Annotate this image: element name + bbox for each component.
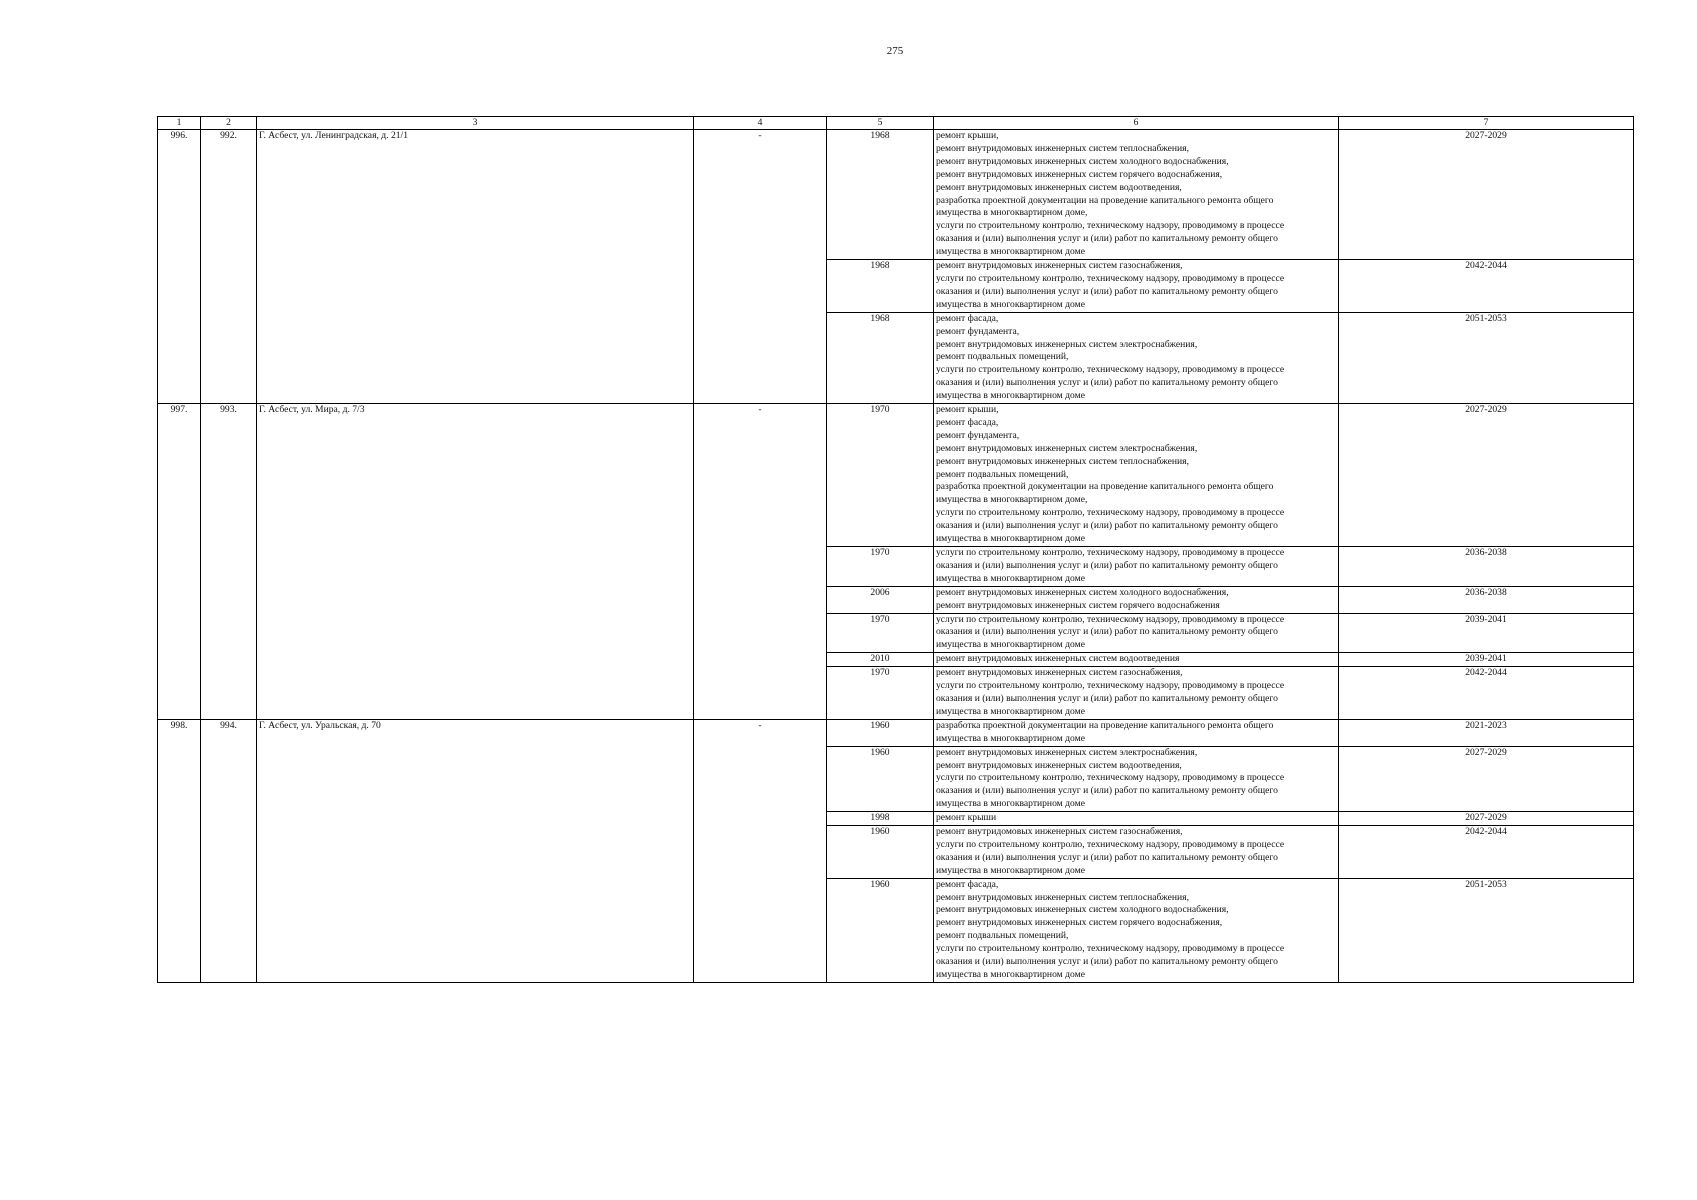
- repair-period: 2042-2044: [1339, 667, 1634, 720]
- table-row: [158, 404, 1634, 547]
- table-body: [158, 130, 1634, 983]
- repair-works: ремонт внутридомовых инженерных систем водоотведения: [934, 653, 1339, 667]
- repair-works: ремонт крыши: [934, 812, 1339, 826]
- record-address: Г. Асбест, ул. Уральская, д. 70: [257, 719, 694, 982]
- repair-works: ремонт внутридомовых инженерных систем электроснабжения, ремонт внутридомовых инженерных систем водоотведения, услуги по строительному контролю, техническому надзору, проводимому в процессе оказания и (или) выполнения услуг и (или) работ по капитальному ремонту общего имущества в многоквартирном доме: [934, 746, 1339, 812]
- record-address: Г. Асбест, ул. Мира, д. 7/3: [257, 404, 694, 720]
- build-year: 1968: [827, 130, 934, 260]
- table-row: [158, 130, 1634, 260]
- build-year: 1960: [827, 719, 934, 746]
- repair-period: 2042-2044: [1339, 826, 1634, 879]
- capital-repair-table: [157, 116, 1634, 983]
- column-header-4: 4: [694, 117, 827, 130]
- build-year: 1970: [827, 613, 934, 653]
- record-id: 994.: [201, 719, 257, 982]
- header-row: [158, 117, 1634, 130]
- column-header-2: 2: [201, 117, 257, 130]
- record-number: 997.: [158, 404, 201, 720]
- repair-works: ремонт внутридомовых инженерных систем газоснабжения, услуги по строительному контролю, техническому надзору, проводимому в процессе оказания и (или) выполнения услуг и (или) работ по капитальному ремонту общего имущества в многоквартирном доме: [934, 260, 1339, 313]
- record-col4: -: [694, 719, 827, 982]
- repair-works: услуги по строительному контролю, техническому надзору, проводимому в процессе оказания и (или) выполнения услуг и (или) работ по капитальному ремонту общего имущества в многоквартирном доме: [934, 613, 1339, 653]
- repair-works: ремонт крыши, ремонт внутридомовых инженерных систем теплоснабжения, ремонт внутридомовых инженерных систем холодного водоснабжения, ремонт внутридомовых инженерных систем горячего водоснабжения, ремонт внутридомовых инженерных систем водоотведения, разработка проектной документации на проведение капитального ремонта общего имущества в многоквартирном доме, услуги по строительному контролю, техническому надзору, проводимому в процессе оказания и (или) выполнения услуг и (или) работ по капитальному ремонту общего имущества в многоквартирном доме: [934, 130, 1339, 260]
- repair-works: ремонт крыши, ремонт фасада, ремонт фундамента, ремонт внутридомовых инженерных систем электроснабжения, ремонт внутридомовых инженерных систем теплоснабжения, ремонт подвальных помещений, разработка проектной документации на проведение капитального ремонта общего имущества в многоквартирном доме, услуги по строительному контролю, техническому надзору, проводимому в процессе оказания и (или) выполнения услуг и (или) работ по капитальному ремонту общего имущества в многоквартирном доме: [934, 404, 1339, 547]
- record-col4: -: [694, 404, 827, 720]
- repair-works: ремонт внутридомовых инженерных систем газоснабжения, услуги по строительному контролю, техническому надзору, проводимому в процессе оказания и (или) выполнения услуг и (или) работ по капитальному ремонту общего имущества в многоквартирном доме: [934, 667, 1339, 720]
- build-year: 1960: [827, 878, 934, 982]
- build-year: 1960: [827, 746, 934, 812]
- repair-works: ремонт внутридомовых инженерных систем холодного водоснабжения, ремонт внутридомовых инженерных систем горячего водоснабжения: [934, 586, 1339, 613]
- repair-works: услуги по строительному контролю, техническому надзору, проводимому в процессе оказания и (или) выполнения услуг и (или) работ по капитальному ремонту общего имущества в многоквартирном доме: [934, 547, 1339, 587]
- repair-period: 2051-2053: [1339, 312, 1634, 403]
- build-year: 1970: [827, 547, 934, 587]
- repair-period: 2051-2053: [1339, 878, 1634, 982]
- column-header-3: 3: [257, 117, 694, 130]
- build-year: 2006: [827, 586, 934, 613]
- repair-works: ремонт внутридомовых инженерных систем газоснабжения, услуги по строительному контролю, техническому надзору, проводимому в процессе оказания и (или) выполнения услуг и (или) работ по капитальному ремонту общего имущества в многоквартирном доме: [934, 826, 1339, 879]
- repair-period: 2027-2029: [1339, 130, 1634, 260]
- repair-period: 2027-2029: [1339, 812, 1634, 826]
- repair-period: 2027-2029: [1339, 746, 1634, 812]
- column-header-6: 6: [934, 117, 1339, 130]
- repair-works: ремонт фасада, ремонт фундамента, ремонт внутридомовых инженерных систем электроснабжения, ремонт подвальных помещений, услуги по строительному контролю, техническому надзору, проводимому в процессе оказания и (или) выполнения услуг и (или) работ по капитальному ремонту общего имущества в многоквартирном доме: [934, 312, 1339, 403]
- repair-period: 2036-2038: [1339, 586, 1634, 613]
- column-header-5: 5: [827, 117, 934, 130]
- repair-works: разработка проектной документации на проведение капитального ремонта общего имущества в многоквартирном доме: [934, 719, 1339, 746]
- record-id: 992.: [201, 130, 257, 404]
- build-year: 2010: [827, 653, 934, 667]
- repair-works: ремонт фасада, ремонт внутридомовых инженерных систем теплоснабжения, ремонт внутридомовых инженерных систем холодного водоснабжения, ремонт внутридомовых инженерных систем горячего водоснабжения, ремонт подвальных помещений, услуги по строительному контролю, техническому надзору, проводимому в процессе оказания и (или) выполнения услуг и (или) работ по капитальному ремонту общего имущества в многоквартирном доме: [934, 878, 1339, 982]
- record-col4: -: [694, 130, 827, 404]
- build-year: 1970: [827, 667, 934, 720]
- build-year: 1968: [827, 312, 934, 403]
- build-year: 1998: [827, 812, 934, 826]
- repair-period: 2042-2044: [1339, 260, 1634, 313]
- record-id: 993.: [201, 404, 257, 720]
- table-row: [158, 719, 1634, 746]
- record-address: Г. Асбест, ул. Ленинградская, д. 21/1: [257, 130, 694, 404]
- repair-period: 2036-2038: [1339, 547, 1634, 587]
- record-number: 998.: [158, 719, 201, 982]
- build-year: 1960: [827, 826, 934, 879]
- column-header-7: 7: [1339, 117, 1634, 130]
- repair-period: 2039-2041: [1339, 653, 1634, 667]
- build-year: 1968: [827, 260, 934, 313]
- record-number: 996.: [158, 130, 201, 404]
- page-number: 275: [886, 45, 904, 57]
- table-header: [158, 117, 1634, 130]
- build-year: 1970: [827, 404, 934, 547]
- repair-period: 2021-2023: [1339, 719, 1634, 746]
- column-header-1: 1: [158, 117, 201, 130]
- repair-period: 2039-2041: [1339, 613, 1634, 653]
- repair-period: 2027-2029: [1339, 404, 1634, 547]
